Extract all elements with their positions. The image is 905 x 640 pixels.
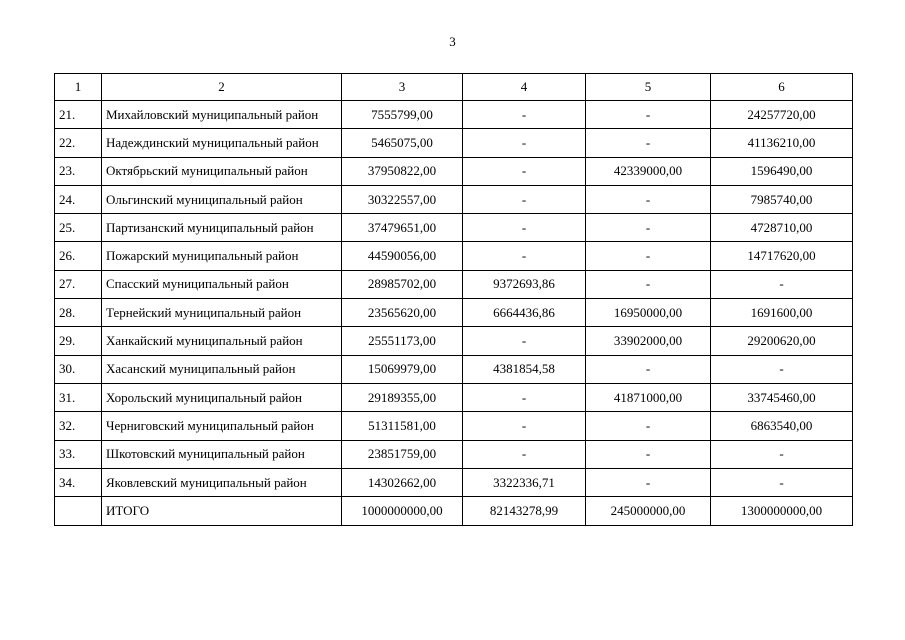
value-col-6: - [711,440,853,468]
value-col-3: 5465075,00 [342,129,463,157]
value-col-4: - [463,185,586,213]
value-col-4: - [463,327,586,355]
district-name: Тернейский муниципальный район [102,299,342,327]
value-col-3: 51311581,00 [342,412,463,440]
total-number [55,497,102,526]
district-name: Партизанский муниципальный район [102,214,342,242]
value-col-5: 42339000,00 [586,157,711,185]
value-col-6: 14717620,00 [711,242,853,270]
district-name: Яковлевский муниципальный район [102,468,342,496]
value-col-5: - [586,185,711,213]
district-name: Черниговский муниципальный район [102,412,342,440]
district-name: Пожарский муниципальный район [102,242,342,270]
row-number: 26. [55,242,102,270]
value-col-6: 29200620,00 [711,327,853,355]
value-col-5: - [586,270,711,298]
total-row [55,497,853,526]
total-col-3: 1000000000,00 [342,497,463,526]
value-col-6: 1691600,00 [711,299,853,327]
row-number: 34. [55,468,102,496]
value-col-6: 6863540,00 [711,412,853,440]
table-row [55,412,853,440]
value-col-6: 24257720,00 [711,101,853,129]
total-col-6: 1300000000,00 [711,497,853,526]
table-row [55,101,853,129]
value-col-5: - [586,440,711,468]
value-col-6: - [711,270,853,298]
district-name: Октябрьский муниципальный район [102,157,342,185]
value-col-4: 9372693,86 [463,270,586,298]
table-row [55,270,853,298]
table-row [55,440,853,468]
value-col-4: 6664436,86 [463,299,586,327]
value-col-4: - [463,383,586,411]
table-row [55,214,853,242]
table-row [55,129,853,157]
value-col-5: - [586,242,711,270]
district-name: Хасанский муниципальный район [102,355,342,383]
table-row [55,468,853,496]
row-number: 31. [55,383,102,411]
value-col-4: - [463,101,586,129]
district-name: Хорольский муниципальный район [102,383,342,411]
table-row [55,185,853,213]
value-col-5: 16950000,00 [586,299,711,327]
value-col-4: - [463,214,586,242]
header-cell-6: 6 [711,74,853,101]
value-col-5: 33902000,00 [586,327,711,355]
row-number: 24. [55,185,102,213]
value-col-3: 14302662,00 [342,468,463,496]
total-label: ИТОГО [102,497,342,526]
row-number: 33. [55,440,102,468]
row-number: 23. [55,157,102,185]
header-cell-2: 2 [102,74,342,101]
row-number: 28. [55,299,102,327]
row-number: 22. [55,129,102,157]
value-col-6: - [711,355,853,383]
header-cell-1: 1 [55,74,102,101]
value-col-3: 29189355,00 [342,383,463,411]
table-row [55,327,853,355]
value-col-5: - [586,355,711,383]
total-col-4: 82143278,99 [463,497,586,526]
value-col-3: 25551173,00 [342,327,463,355]
budget-table [54,73,853,526]
value-col-6: - [711,468,853,496]
district-name: Михайловский муниципальный район [102,101,342,129]
value-col-6: 41136210,00 [711,129,853,157]
value-col-6: 7985740,00 [711,185,853,213]
value-col-4: - [463,440,586,468]
value-col-4: - [463,412,586,440]
value-col-5: - [586,129,711,157]
district-name: Надеждинский муниципальный район [102,129,342,157]
table-header-row [55,74,853,101]
value-col-5: - [586,412,711,440]
header-cell-4: 4 [463,74,586,101]
table-row [55,299,853,327]
district-name: Ханкайский муниципальный район [102,327,342,355]
value-col-3: 30322557,00 [342,185,463,213]
value-col-3: 15069979,00 [342,355,463,383]
value-col-4: - [463,242,586,270]
row-number: 21. [55,101,102,129]
value-col-6: 1596490,00 [711,157,853,185]
row-number: 29. [55,327,102,355]
value-col-5: - [586,468,711,496]
row-number: 25. [55,214,102,242]
table-row [55,157,853,185]
value-col-3: 28985702,00 [342,270,463,298]
row-number: 30. [55,355,102,383]
value-col-5: - [586,214,711,242]
header-cell-5: 5 [586,74,711,101]
value-col-3: 23565620,00 [342,299,463,327]
table-row [55,383,853,411]
value-col-3: 7555799,00 [342,101,463,129]
value-col-4: - [463,129,586,157]
value-col-6: 33745460,00 [711,383,853,411]
value-col-5: - [586,101,711,129]
value-col-6: 4728710,00 [711,214,853,242]
value-col-3: 44590056,00 [342,242,463,270]
value-col-4: 4381854,58 [463,355,586,383]
value-col-4: 3322336,71 [463,468,586,496]
value-col-4: - [463,157,586,185]
district-name: Шкотовский муниципальный район [102,440,342,468]
district-name: Ольгинский муниципальный район [102,185,342,213]
row-number: 27. [55,270,102,298]
page-number: 3 [449,34,456,49]
table-row [55,355,853,383]
value-col-3: 23851759,00 [342,440,463,468]
value-col-5: 41871000,00 [586,383,711,411]
value-col-3: 37950822,00 [342,157,463,185]
header-cell-3: 3 [342,74,463,101]
district-name: Спасский муниципальный район [102,270,342,298]
value-col-3: 37479651,00 [342,214,463,242]
table-row [55,242,853,270]
row-number: 32. [55,412,102,440]
total-col-5: 245000000,00 [586,497,711,526]
